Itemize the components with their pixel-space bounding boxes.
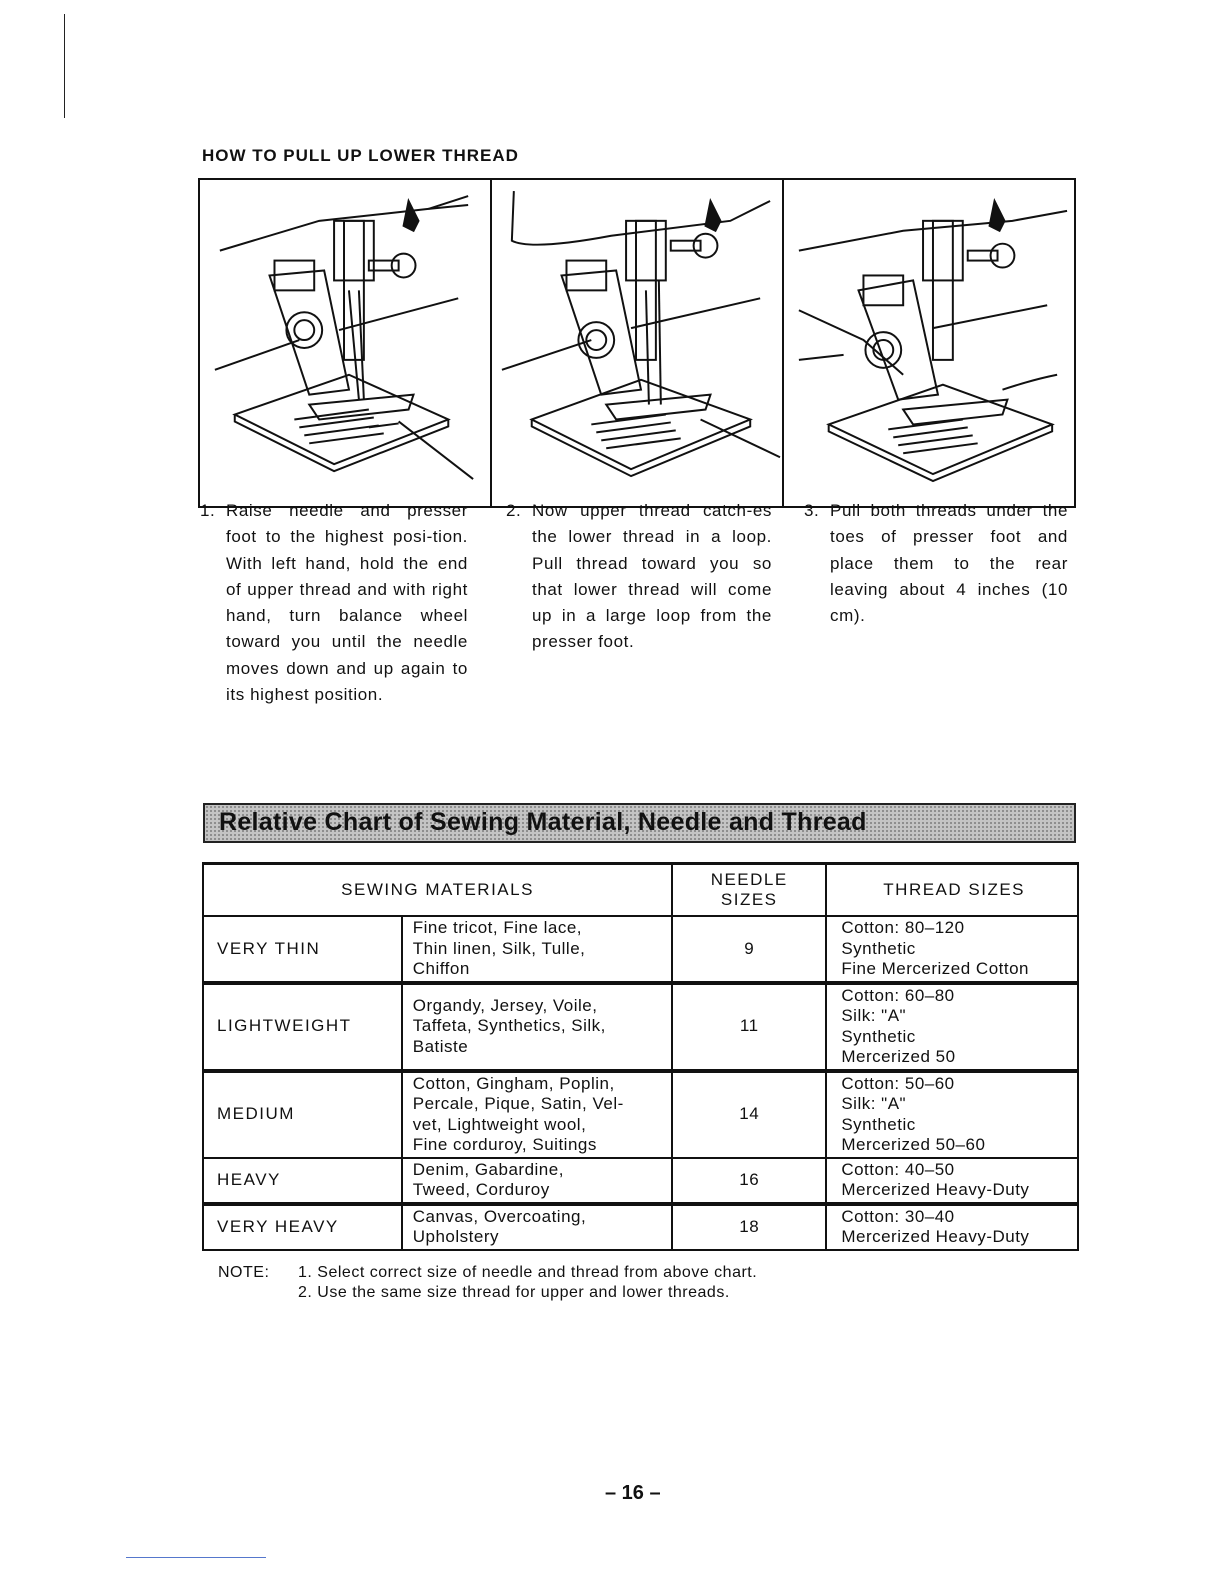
illustration-panels: [198, 178, 1076, 508]
header-needle-sizes: NEEDLE SIZES: [672, 864, 826, 917]
step-1-number: 1.: [200, 501, 216, 520]
note-item-2: 2. Use the same size thread for upper and lower threads.: [298, 1284, 730, 1301]
row-needle-size: 18: [672, 1204, 826, 1250]
illustration-step-3: [782, 180, 1074, 506]
chart-banner: [203, 803, 1076, 843]
presser-foot-illustration-1: [200, 180, 490, 506]
page-number: – 16 –: [605, 1482, 661, 1504]
table-row: [203, 1204, 1078, 1250]
row-thread-sizes: Cotton: 50–60 Silk: "A" Synthetic Mercerized 50–60: [826, 1071, 1078, 1158]
row-weight: HEAVY: [203, 1158, 402, 1204]
instruction-steps: [200, 498, 1080, 738]
header-sewing-materials: SEWING MATERIALS: [203, 864, 672, 917]
table-row: [203, 1158, 1078, 1204]
scan-artifact-line: [126, 1557, 266, 1558]
header-thread-sizes: THREAD SIZES: [826, 864, 1078, 917]
row-thread-sizes: Cotton: 40–50 Mercerized Heavy-Duty: [826, 1158, 1078, 1204]
row-thread-sizes: Cotton: 60–80 Silk: "A" Synthetic Mercerized 50: [826, 983, 1078, 1071]
scan-artifact-line: [64, 14, 65, 118]
row-thread-sizes: Cotton: 80–120 Synthetic Fine Mercerized Cotton: [826, 916, 1078, 983]
row-materials: Fine tricot, Fine lace, Thin linen, Silk, Tulle, Chiffon: [402, 916, 672, 983]
chart-header-row: [203, 864, 1078, 917]
illustration-step-1: [200, 180, 490, 506]
section-title: HOW TO PULL UP LOWER THREAD: [202, 146, 519, 165]
table-row: [203, 983, 1078, 1071]
row-weight: MEDIUM: [203, 1071, 402, 1158]
presser-foot-illustration-3: [784, 180, 1074, 506]
step-3-text: Pull both threads under the toes of presser foot and place them to the rear leaving about 4 inches (10 cm).: [830, 501, 1068, 626]
row-weight: VERY HEAVY: [203, 1204, 402, 1250]
row-weight: VERY THIN: [203, 916, 402, 983]
row-materials: Denim, Gabardine, Tweed, Corduroy: [402, 1158, 672, 1204]
row-needle-size: 16: [672, 1158, 826, 1204]
row-materials: Cotton, Gingham, Poplin, Percale, Pique, Satin, Vel- vet, Lightweight wool, Fine corduroy, Suitings: [402, 1071, 672, 1158]
row-weight: LIGHTWEIGHT: [203, 983, 402, 1071]
row-needle-size: 9: [672, 916, 826, 983]
illustration-step-2: [490, 180, 782, 506]
row-thread-sizes: Cotton: 30–40 Mercerized Heavy-Duty: [826, 1204, 1078, 1250]
table-row: [203, 916, 1078, 983]
note-item-1: 1. Select correct size of needle and thread from above chart.: [298, 1264, 758, 1281]
step-3-number: 3.: [804, 501, 820, 520]
row-materials: Organdy, Jersey, Voile, Taffeta, Synthetics, Silk, Batiste: [402, 983, 672, 1071]
step-2-number: 2.: [506, 501, 522, 520]
row-materials: Canvas, Overcoating, Upholstery: [402, 1204, 672, 1250]
chart-banner-title: Relative Chart of Sewing Material, Needle and Thread: [219, 808, 867, 836]
presser-foot-illustration-2: [492, 180, 782, 506]
row-needle-size: 11: [672, 983, 826, 1071]
notes-label: NOTE:: [218, 1264, 270, 1281]
sewing-chart-table: [202, 862, 1079, 1251]
step-1-text: Raise needle and presser foot to the highest posi-tion. With left hand, hold the end of upper thread and with right hand, turn balance wheel toward you until the needle moves down and up again to its highest position.: [226, 501, 468, 705]
row-needle-size: 14: [672, 1071, 826, 1158]
table-row: [203, 1071, 1078, 1158]
step-2-text: Now upper thread catch-es the lower thread in a loop. Pull thread toward you so that lower thread will come up in a large loop from the presser foot.: [532, 501, 772, 652]
